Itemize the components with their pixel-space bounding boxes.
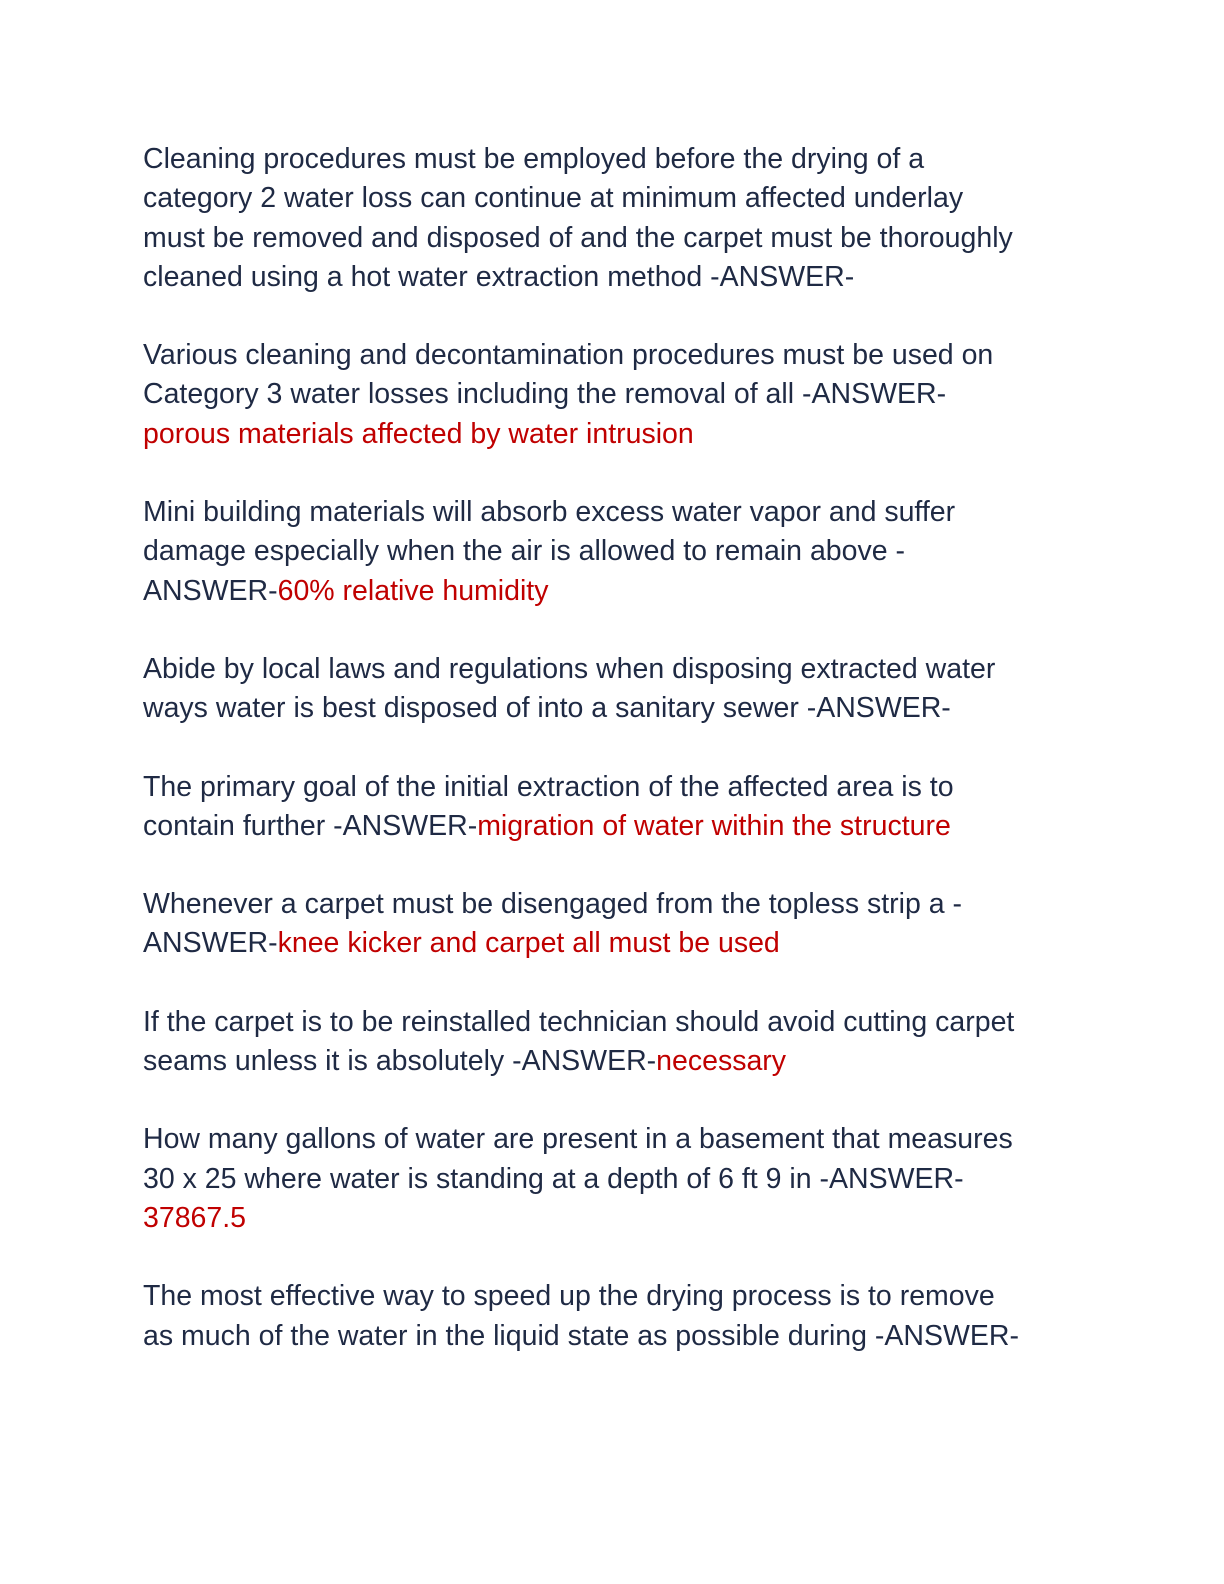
- answer-text: necessary: [656, 1045, 787, 1078]
- qa-line: [143, 375, 1103, 414]
- question-text: If the carpet is to be reinstalled technician should avoid cutting carpet: [143, 1005, 1015, 1038]
- qa-item-5: [143, 768, 1103, 847]
- answer-text: 60% relative humidity: [277, 574, 549, 607]
- qa-line: [143, 1317, 1103, 1356]
- question-text: contain further -ANSWER-: [143, 809, 478, 842]
- answer-text: migration of water within the structure: [477, 809, 951, 842]
- qa-line: [143, 650, 1103, 689]
- qa-item-6: [143, 885, 1103, 964]
- question-text: ANSWER-: [143, 927, 278, 960]
- qa-line: [143, 1003, 1103, 1042]
- question-text: ways water is best disposed of into a sanitary sewer -ANSWER-: [143, 692, 951, 725]
- qa-line: [143, 1042, 1103, 1081]
- qa-line: [143, 1199, 1103, 1238]
- qa-line: [143, 572, 1103, 611]
- qa-item-2: [143, 336, 1103, 454]
- question-text: Category 3 water losses including the removal of all -ANSWER-: [143, 378, 947, 411]
- qa-list: [143, 140, 1103, 1395]
- qa-line: [143, 219, 1103, 258]
- qa-line: [143, 258, 1103, 297]
- qa-item-4: [143, 650, 1103, 729]
- answer-text: knee kicker and carpet all must be used: [277, 927, 780, 960]
- question-text: Cleaning procedures must be employed before the drying of a: [143, 143, 925, 175]
- qa-line: [143, 885, 1103, 924]
- qa-line: [143, 924, 1103, 963]
- qa-line: [143, 179, 1103, 218]
- question-text: Abide by local laws and regulations when disposing extracted water: [143, 652, 996, 685]
- qa-line: [143, 1277, 1103, 1316]
- question-text: The most effective way to speed up the drying process is to remove: [143, 1280, 995, 1313]
- qa-line: [143, 1160, 1103, 1199]
- qa-line: [143, 493, 1103, 532]
- answer-text: 37867.5: [143, 1201, 247, 1234]
- question-text: cleaned using a hot water extraction method -ANSWER-: [143, 260, 855, 293]
- qa-line: [143, 532, 1103, 571]
- question-text: 30 x 25 where water is standing at a depth of 6 ft 9 in -ANSWER-: [143, 1162, 964, 1195]
- qa-line: [143, 807, 1103, 846]
- question-text: How many gallons of water are present in a basement that measures: [143, 1123, 1013, 1156]
- qa-item-3: [143, 493, 1103, 611]
- qa-item-1: [143, 140, 1103, 297]
- qa-item-7: [143, 1003, 1103, 1082]
- question-text: must be removed and disposed of and the carpet must be thoroughly: [143, 221, 1013, 254]
- qa-line: [143, 140, 1103, 179]
- question-text: seams unless it is absolutely -ANSWER-: [143, 1045, 657, 1078]
- question-text: damage especially when the air is allowed to remain above -: [143, 535, 905, 568]
- question-text: category 2 water loss can continue at minimum affected underlay: [143, 182, 964, 215]
- question-text: ANSWER-: [143, 574, 278, 607]
- answer-text: porous materials affected by water intrusion: [143, 417, 694, 450]
- qa-item-8: [143, 1120, 1103, 1238]
- question-text: Various cleaning and decontamination procedures must be used on: [143, 339, 994, 372]
- question-text: as much of the water in the liquid state as possible during -ANSWER-: [143, 1319, 1019, 1352]
- qa-line: [143, 336, 1103, 375]
- question-text: Mini building materials will absorb excess water vapor and suffer: [143, 496, 956, 529]
- question-text: Whenever a carpet must be disengaged from the topless strip a -: [143, 888, 962, 921]
- qa-line: [143, 768, 1103, 807]
- qa-line: [143, 689, 1103, 728]
- qa-line: [143, 415, 1103, 454]
- qa-line: [143, 1120, 1103, 1159]
- qa-item-9: [143, 1277, 1103, 1356]
- question-text: The primary goal of the initial extraction of the affected area is to: [143, 770, 954, 803]
